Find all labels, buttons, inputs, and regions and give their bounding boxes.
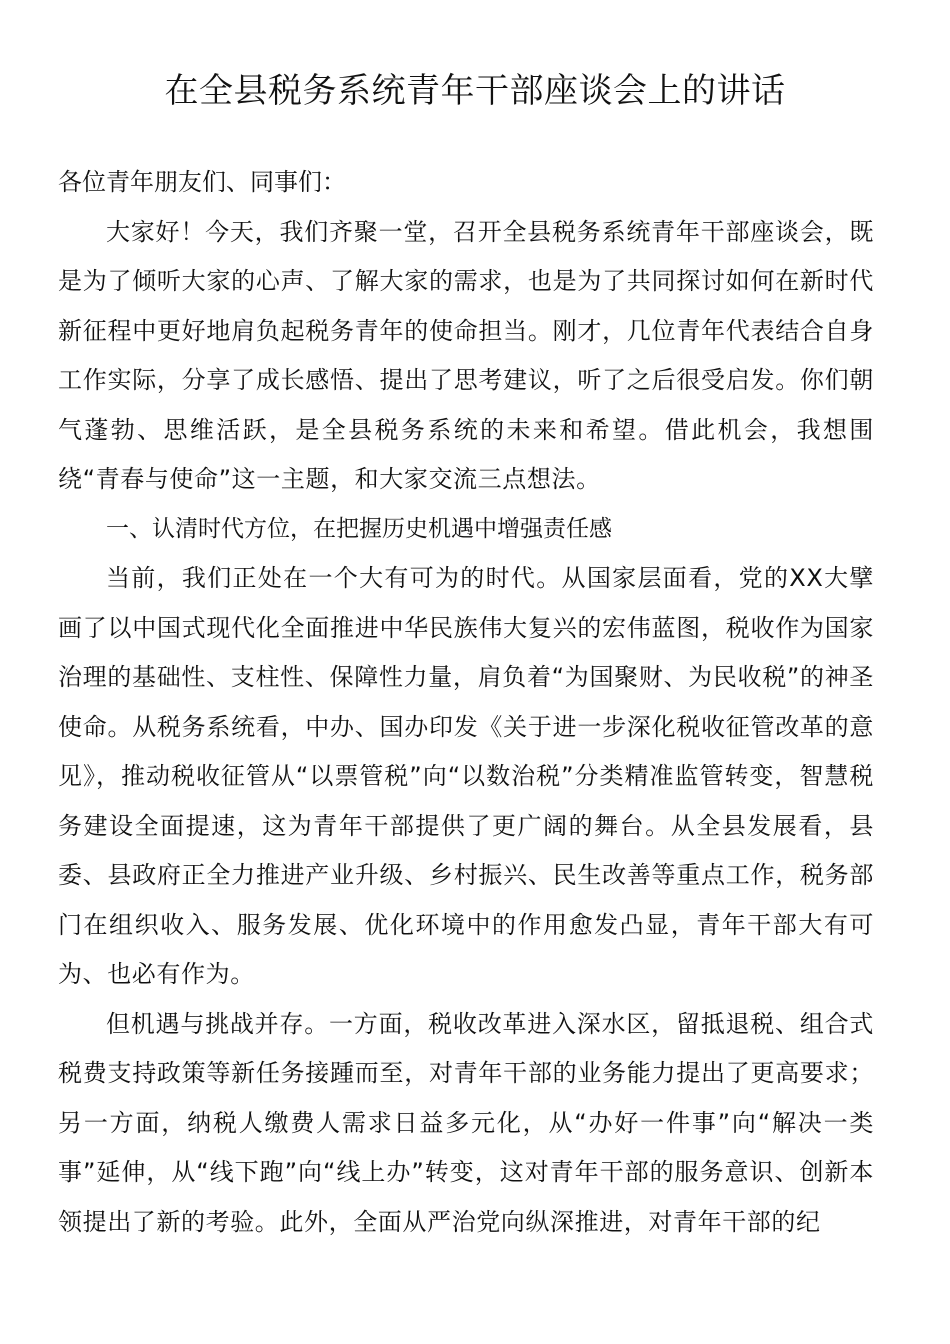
section-one-heading: 一、认清时代方位，在把握历史机遇中增强责任感 (106, 515, 612, 542)
paragraph-intro: 大家好！今天，我们齐聚一堂，召开全县税务系统青年干部座谈会，既是为了倾听大家的心声、了解大家的需求，也是为了共同探讨如何在新时代新征程中更好地肩负起税务青年的使命担当。刚才，几位青年代表结合自身工作实际，分享了成长感悟、提出了思考建议，听了之后很受启发。你们朝气蓬勃、思维活跃，是全县税务系统的未来和希望。借此机会，我想围绕“青春与使命”这一主题，和大家交流三点想法。 (58, 217, 874, 493)
salutation: 各位青年朋友们、同事们： (58, 168, 346, 196)
paragraph-section-one-1: 当前，我们正处在一个大有可为的时代。从国家层面看，党的XX大擘画了以中国式现代化全面推进中华民族伟大复兴的宏伟蓝图，税收作为国家治理的基础性、支柱性、保障性力量，肩负着“为国聚财、为民收税”的神圣使命。从税务系统看，中办、国办印发《关于进一步深化税收征管改革的意见》，推动税收征管从“以票管税”向“以数治税”分类精准监管转变，智慧税务建设全面提速，这为青年干部提供了更广阔的舞台。从全县发展看，县委、县政府正全力推进产业升级、乡村振兴、民生改善等重点工作，税务部门在组织收入、服务发展、优化环境中的作用愈发凸显，青年干部大有可为、也必有作为。 (58, 564, 874, 988)
paragraph-section-one-2: 但机遇与挑战并存。一方面，税收改革进入深水区，留抵退税、组合式税费支持政策等新任务接踵而至，对青年干部的业务能力提出了更高要求；另一方面，纳税人缴费人需求日益多元化，从“办好一件事”向“解决一类事”延伸，从“线下跑”向“线上办”转变，这对青年干部的服务意识、创新本领提出了新的考验。此外，全面从严治党向纵深推进，对青年干部的纪 (58, 1009, 874, 1236)
document-title: 在全县税务系统青年干部座谈会上的讲话 (164, 71, 786, 111)
